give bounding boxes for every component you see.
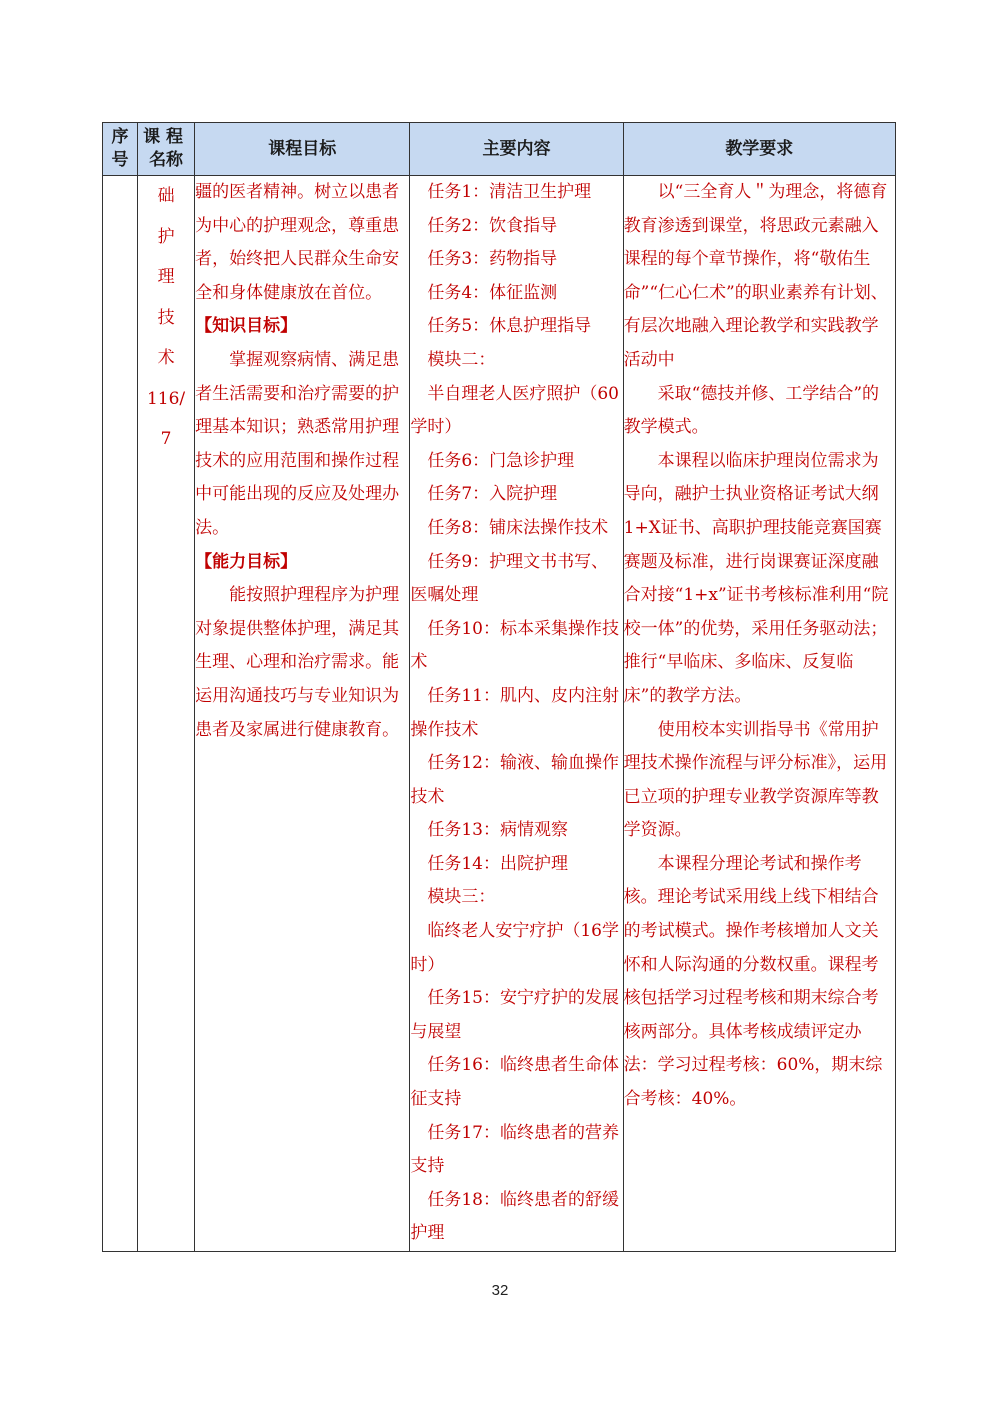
knowledge-goal-heading: 【知识目标】 <box>195 316 298 337</box>
course-name-char: 础 <box>157 186 175 206</box>
header-course-name-top: 课程 <box>143 127 190 147</box>
ability-goal-heading: 【能力目标】 <box>195 551 298 572</box>
requirement-paragraph: 本课程以临床护理岗位需求为导向，融护士执业资格证考试大纲1+X证书、高职护理技能竞赛国赛赛题及标准，进行岗课赛证深度融合对接“1+x”证书考核标准利用“院校一体”的优势，采用任务驱动法；推行“早临床、多临床、反复临床”的教学方法。 <box>623 450 889 706</box>
course-name-char: 7 <box>160 429 172 449</box>
module-title: 模块三： <box>427 887 496 908</box>
seq-cell <box>103 176 138 1252</box>
main-content-cell <box>410 176 623 1252</box>
header-main-content: 主要内容 <box>410 123 623 176</box>
header-course-name-bottom: 名称 <box>149 150 184 170</box>
content-item: 任务15：安宁疗护的发展与展望 <box>410 988 619 1042</box>
requirement-paragraph: 采取“德技并修、工学结合”的教学模式。 <box>623 383 880 438</box>
course-name-char: 护 <box>157 226 175 247</box>
teaching-requirements-cell <box>623 176 895 1252</box>
course-name-char: 术 <box>157 348 175 368</box>
module-title: 模块二： <box>427 349 496 370</box>
content-item: 任务11：肌内、皮内注射操作技术 <box>410 685 619 740</box>
table-row <box>103 176 896 1252</box>
header-course-name <box>138 123 195 176</box>
content-item: 任务7：入院护理 <box>427 484 558 505</box>
header-seq: 序号 <box>103 123 138 176</box>
course-name-char: 技 <box>157 307 175 328</box>
ability-goal-text: 能按照护理程序为护理对象提供整体护理，满足其生理、心理和治疗需求。能运用沟通技巧与专业知识为患者及家属进行健康教育。 <box>195 585 400 740</box>
content-item: 任务12：输液、输血操作技术 <box>410 753 619 807</box>
content-item: 任务8：铺床法操作技术 <box>427 517 609 538</box>
knowledge-goal-text: 掌握观察病情、满足患者生活需要和治疗需要的护理基本知识；熟悉常用护理技术的应用范围和操作过程中可能出现的反应及处理办法。 <box>195 349 400 538</box>
table-header-row <box>103 123 896 176</box>
goal-intro: 疆的医者精神。树立以患者为中心的护理观念，尊重患者，始终把人民群众生命安全和身体健康放在首位。 <box>195 182 400 303</box>
content-item: 任务6：门急诊护理 <box>427 450 575 471</box>
content-item: 任务17：临终患者的营养支持 <box>410 1122 619 1177</box>
content-item: 任务18：临终患者的舒缓护理 <box>410 1189 619 1244</box>
header-course-goal: 课程目标 <box>195 123 410 176</box>
content-item: 任务5：休息护理指导 <box>427 316 592 337</box>
course-name-char: 116/ <box>146 388 186 409</box>
content-item: 任务2：饮食指导 <box>427 215 558 236</box>
course-goal-cell <box>195 176 410 1252</box>
content-item: 任务1：清洁卫生护理 <box>427 182 592 202</box>
content-item: 任务14：出院护理 <box>427 853 568 874</box>
content-item: 任务10：标本采集操作技术 <box>410 618 619 673</box>
course-table <box>102 122 896 1252</box>
requirement-paragraph: 以“三全育人＂为理念，将德育教育渗透到课堂，将思政元素融入课程的每个章节操作，将“敬佑生命”“仁心仁术”的职业素养有计划、有层次地融入理论教学和实践教学活动中 <box>623 182 888 370</box>
content-item: 任务9：护理文书书写、医嘱处理 <box>410 551 609 606</box>
page-number: 32 <box>491 1282 509 1299</box>
content-item: 任务13：病情观察 <box>427 820 568 841</box>
module-name: 临终老人安宁疗护（16学时） <box>410 921 619 975</box>
course-name-cell <box>138 176 195 1252</box>
requirement-paragraph: 本课程分理论考试和操作考核。理论考试采用线上线下相结合的考试模式。操作考核增加人文关怀和人际沟通的分数权重。课程考核包括学习过程考核和期末综合考核两部分。具体考核成绩评定办法：学习过程考核：60%，期末综合考核：40%。 <box>623 853 883 1110</box>
course-name-char: 理 <box>157 267 175 287</box>
content-item: 任务16：临终患者生命体征支持 <box>410 1055 619 1110</box>
header-teaching-requirements: 教学要求 <box>623 123 895 176</box>
content-item: 任务3：药物指导 <box>427 249 558 270</box>
requirement-paragraph: 使用校本实训指导书《常用护理技术操作流程与评分标准》，运用已立项的护理专业教学资源库等教学资源。 <box>623 719 888 841</box>
content-item: 任务4：体征监测 <box>427 282 558 303</box>
module-name: 半自理老人医疗照护（60学时） <box>410 383 619 438</box>
